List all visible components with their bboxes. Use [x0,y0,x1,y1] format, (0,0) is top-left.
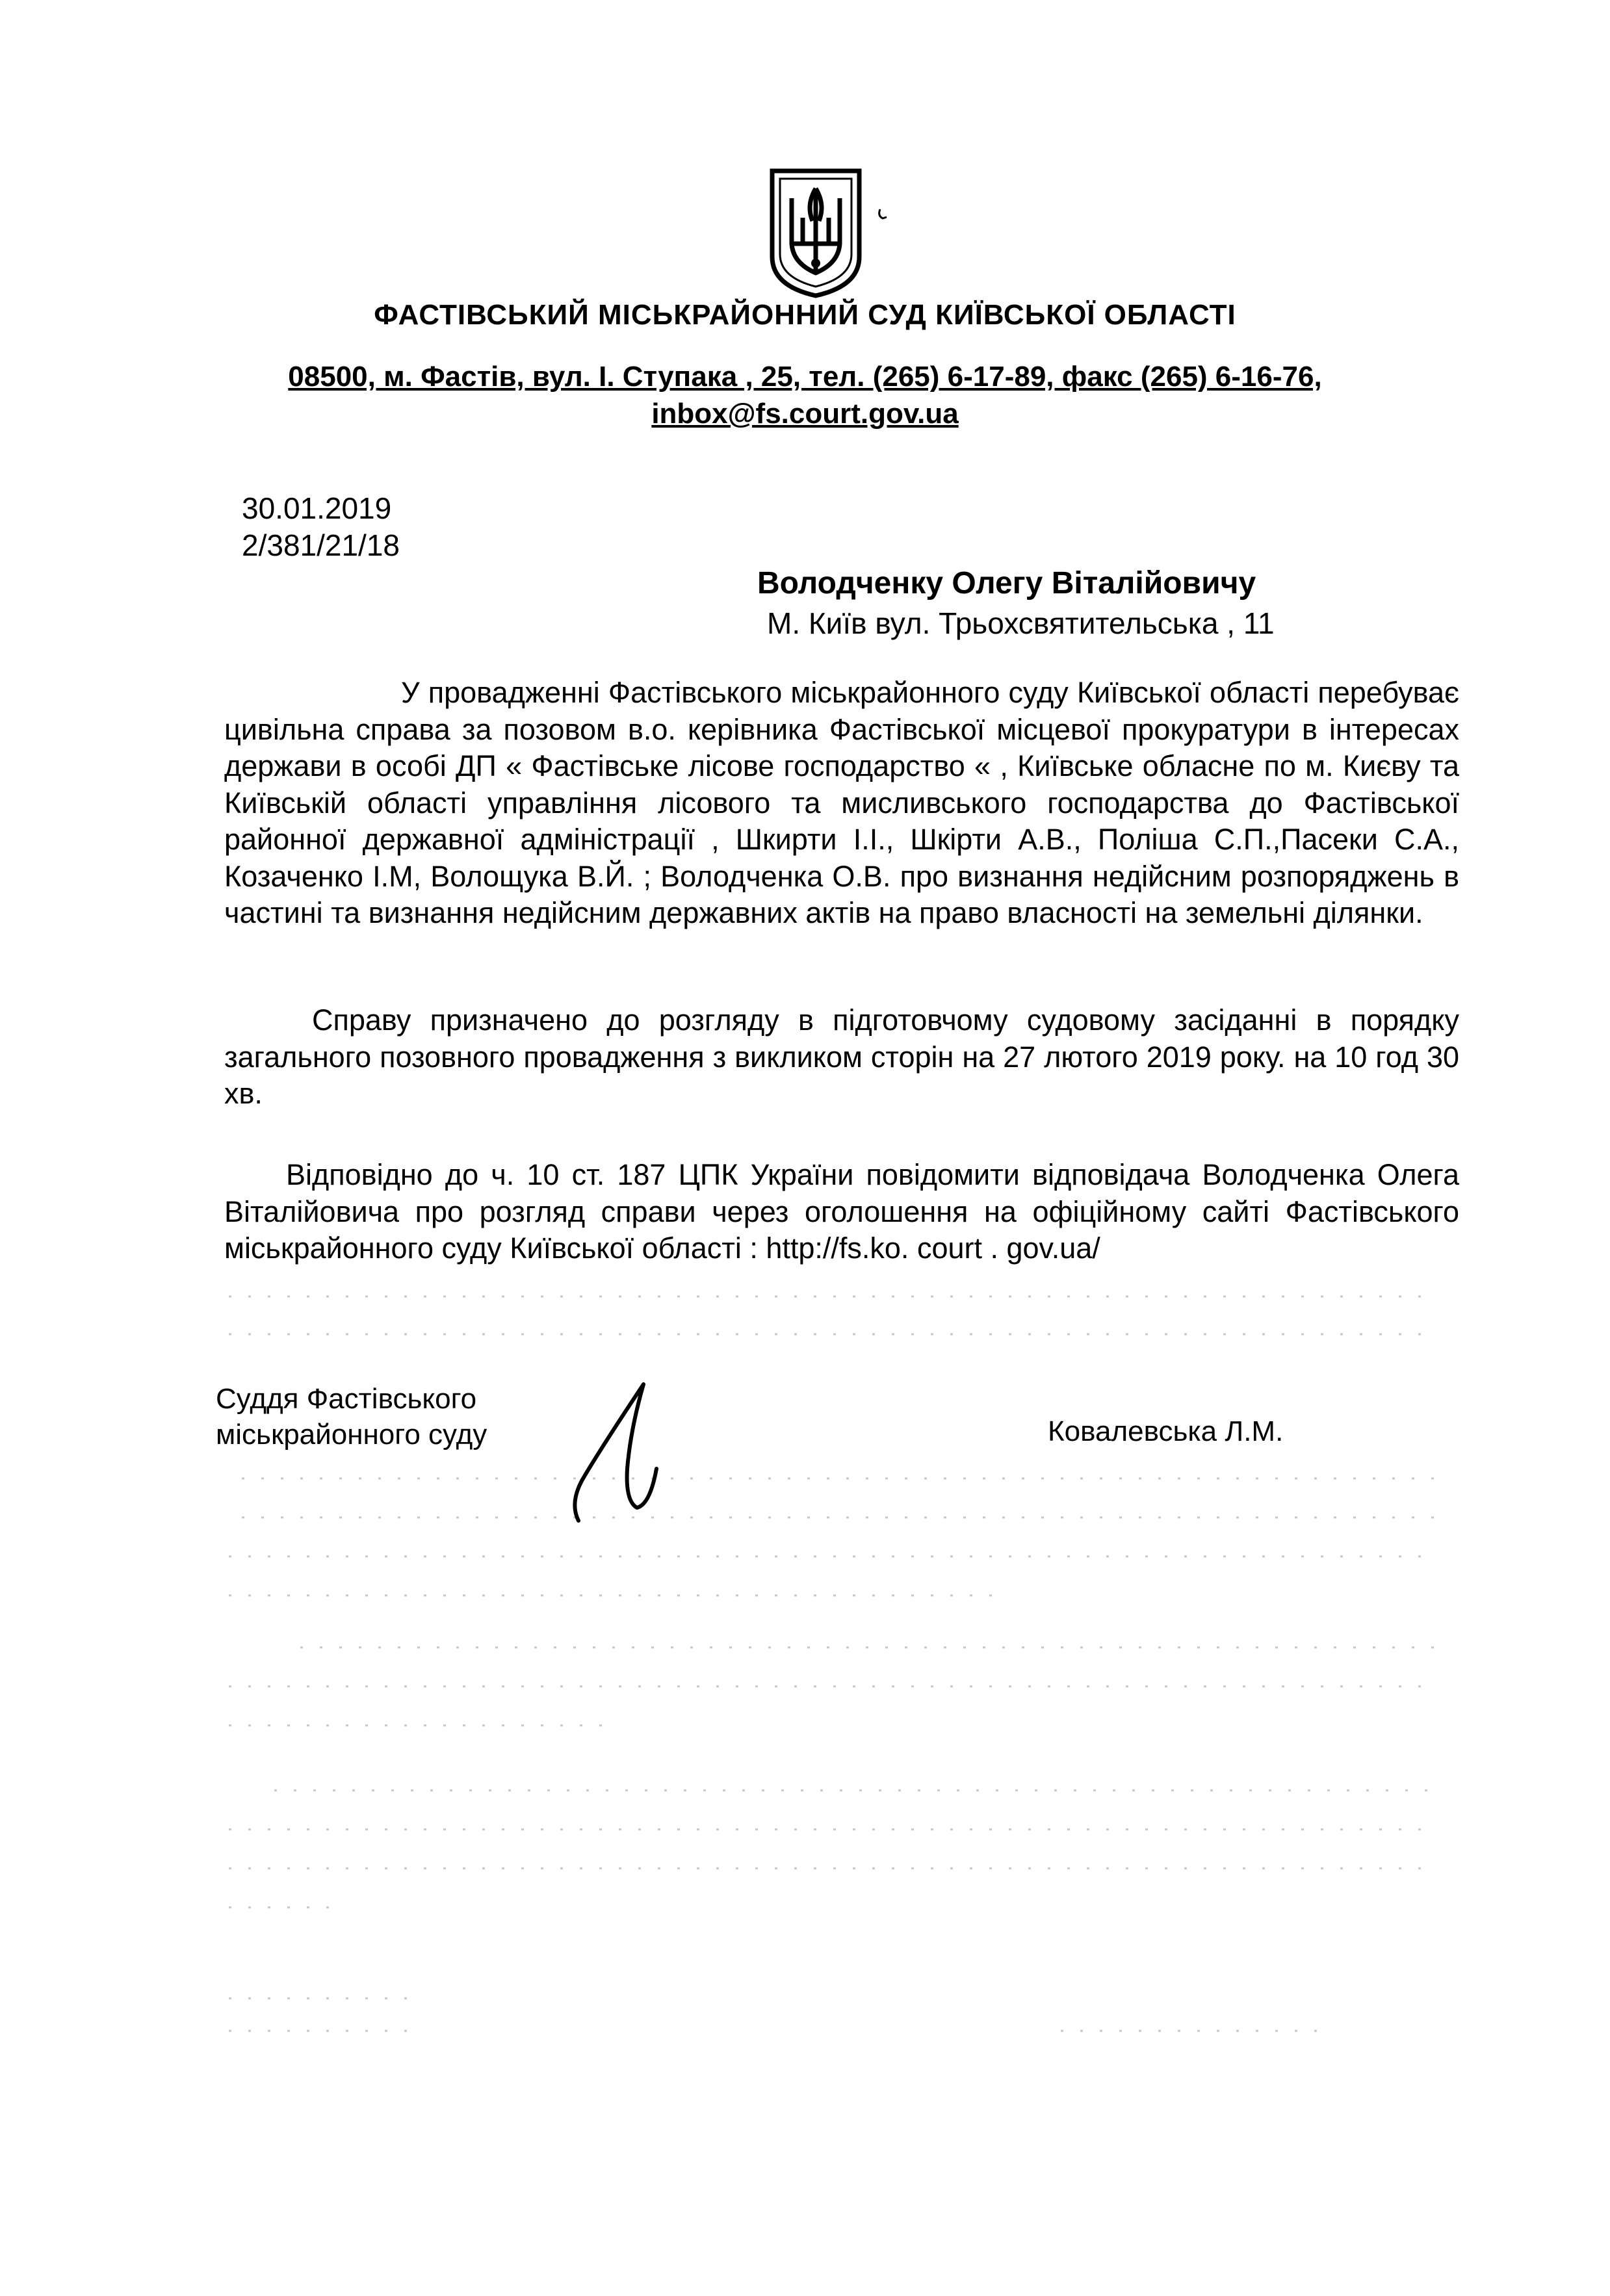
handwritten-signature-icon [565,1371,663,1534]
court-name: ФАСТІВСЬКИЙ МІСЬКРАЙОННИЙ СУД КИЇВСЬКОЇ ОБЛАСТІ [374,299,1236,331]
judge-name: Ковалевська Л.М. [1048,1415,1284,1447]
trident-coat-of-arms-icon [767,166,864,299]
judge-title-line-2: міськрайонного суду [216,1419,487,1451]
letter-date: 30.01.2019 [242,491,392,525]
body-paragraph-hearing: Справу призначено до розгляду в підготовчому судовому засіданні в порядку загального позовного провадження з викликом сторін на 27 лютого 2019 року. на 10 год 30 хв. [224,1003,1459,1110]
judge-title [216,1381,487,1452]
court-address: 08500, м. Фастів, вул. І. Ступака , 25, тел. (265) 6-17-89, факс (265) 6-16-76, [288,361,1322,393]
judge-title-line-1: Суддя Фастівського [216,1383,477,1415]
case-reference: 2/381/21/18 [242,528,400,562]
body-paragraph-case: У провадженні Фастівського міськрайонного суду Київської області перебуває цивільна справа за позовом в.о. керівника Фастівської місцевої прокуратури в інтересах держави в особі ДП « Фастівське лісове господарство « , Київське обласне по м. Києву та Київській області управління лісового та мисливського господарства до Фастівської районної державної адміністрації , Шкирти І.І., Шкірти А.В., Поліша С.П.,Пасеки С.А., Козаченко І.М, Волощука В.Й. ; Володченка О.В. про визнання недійсним розпоряджень в частині та визнання недійсним державних актів на право власності на земельні ділянки. [224,676,1459,929]
body-paragraph-notice: Відповідно до ч. 10 ст. 187 ЦПК України повідомити відповідача Володченка Олега Віталійовича про розгляд справи через оголошення на офіційному сайті Фастівського міськрайонного суду Київської області : http://fs.ko. court . gov.ua/ [224,1158,1459,1265]
court-email: inbox@fs.court.gov.ua [651,398,959,430]
addressee-address: М. Київ вул. Трьохсвятительська , 11 [767,606,1275,640]
addressee-name: Володченку Олегу Віталійовичу [757,566,1256,600]
scan-mark [876,207,892,222]
